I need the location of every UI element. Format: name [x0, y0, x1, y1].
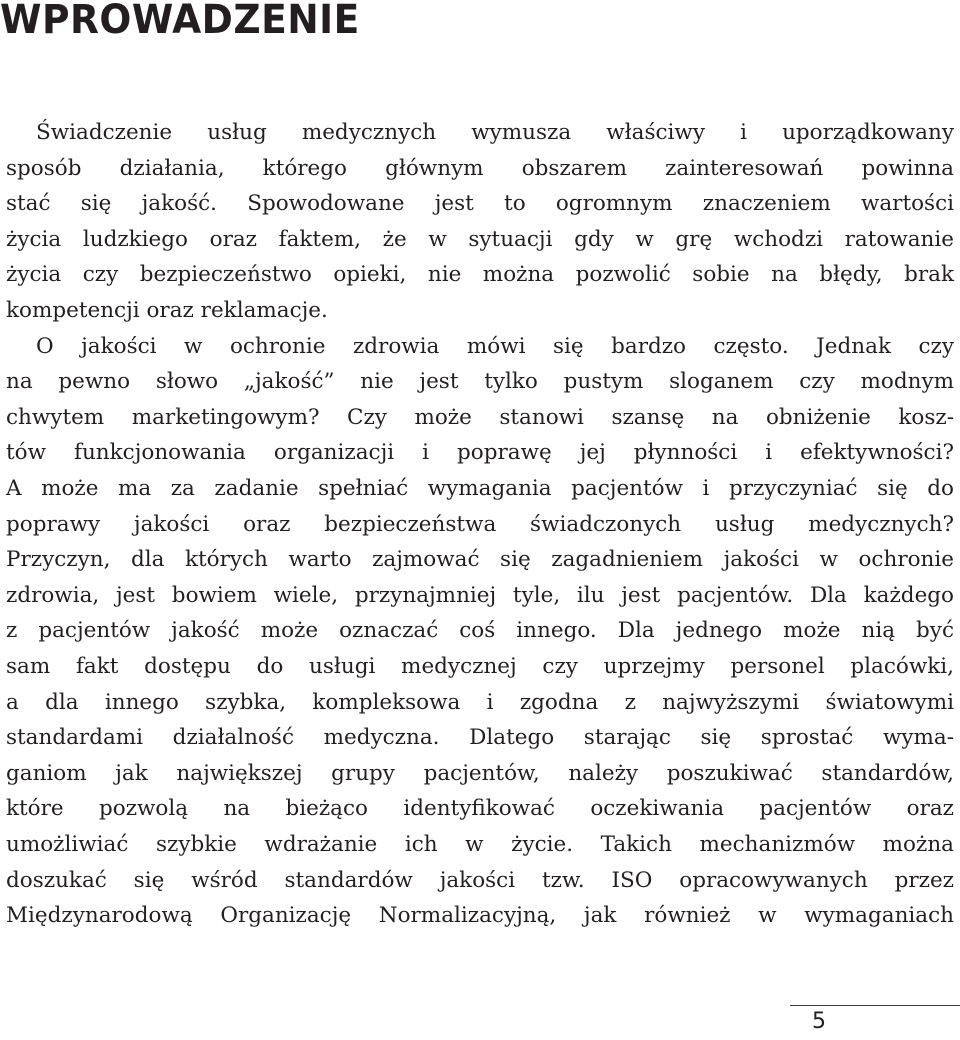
text-line: a dla innego szybka, kompleksowa i zgodna z najwyższymi światowymi — [6, 689, 954, 715]
text-line: na pewno słowo „jakość” nie jest tylko pustym sloganem czy modnym — [6, 369, 954, 395]
text-line: tów funkcjonowania organizacji i poprawę jej płynności i efektywności? — [6, 440, 954, 466]
text-line: które pozwolą na bieżąco identyfikować oczekiwania pacjentów oraz — [6, 796, 954, 822]
text-line: standardami działalność medyczna. Dlatego starając się sprostać wyma- — [6, 725, 954, 751]
text-line: życia ludzkiego oraz faktem, że w sytuacji gdy w grę wchodzi ratowanie — [6, 226, 954, 252]
text-line: umożliwiać szybkie wdrażanie ich w życie. Takich mechanizmów można — [6, 832, 954, 857]
text-line: stać się jakość. Spowodowane jest to ogromnym znaczeniem wartości — [6, 191, 954, 217]
chapter-heading: WPROWADZENIE — [0, 0, 360, 43]
text-line: kompetencji oraz reklamacje. — [6, 298, 328, 323]
text-line: życia czy bezpieczeństwo opieki, nie można pozwolić sobie na błędy, brak — [6, 262, 954, 288]
text-line: zdrowia, jest bowiem wiele, przynajmniej tyle, ilu jest pacjentów. Dla każdego — [6, 582, 954, 608]
text-line: ganiom jak największej grupy pacjentów, należy poszukiwać standardów, — [6, 760, 954, 786]
text-line: sam fakt dostępu do usługi medycznej czy uprzejmy personel placówki, — [6, 654, 954, 679]
text-line: sposób działania, którego głównym obszarem zainteresowań powinna — [6, 155, 954, 181]
text-line: A może ma za zadanie spełniać wymagania pacjentów i przyczyniać się do — [6, 476, 954, 501]
page-number: 5 — [812, 1009, 826, 1034]
text-line: z pacjentów jakość może oznaczać coś innego. Dla jednego może nią być — [6, 618, 954, 644]
text-line: poprawy jakości oraz bezpieczeństwa świadczonych usług medycznych? — [6, 511, 954, 537]
text-line: Międzynarodową Organizację Normalizacyjną, jak również w wymaganiach — [6, 903, 954, 929]
text-line: doszukać się wśród standardów jakości tzw. ISO opracowywanych przez — [6, 867, 954, 893]
text-line: Przyczyn, dla których warto zajmować się zagadnieniem jakości w ochronie — [6, 547, 954, 573]
text-line: chwytem marketingowym? Czy może stanowi szansę na obniżenie kosz- — [6, 404, 954, 430]
text-line: O jakości w ochronie zdrowia mówi się bardzo często. Jednak czy — [36, 333, 954, 359]
page-number-rule — [790, 1005, 960, 1006]
text-line: Świadczenie usług medycznych wymusza właściwy i uporządkowany — [36, 120, 954, 145]
